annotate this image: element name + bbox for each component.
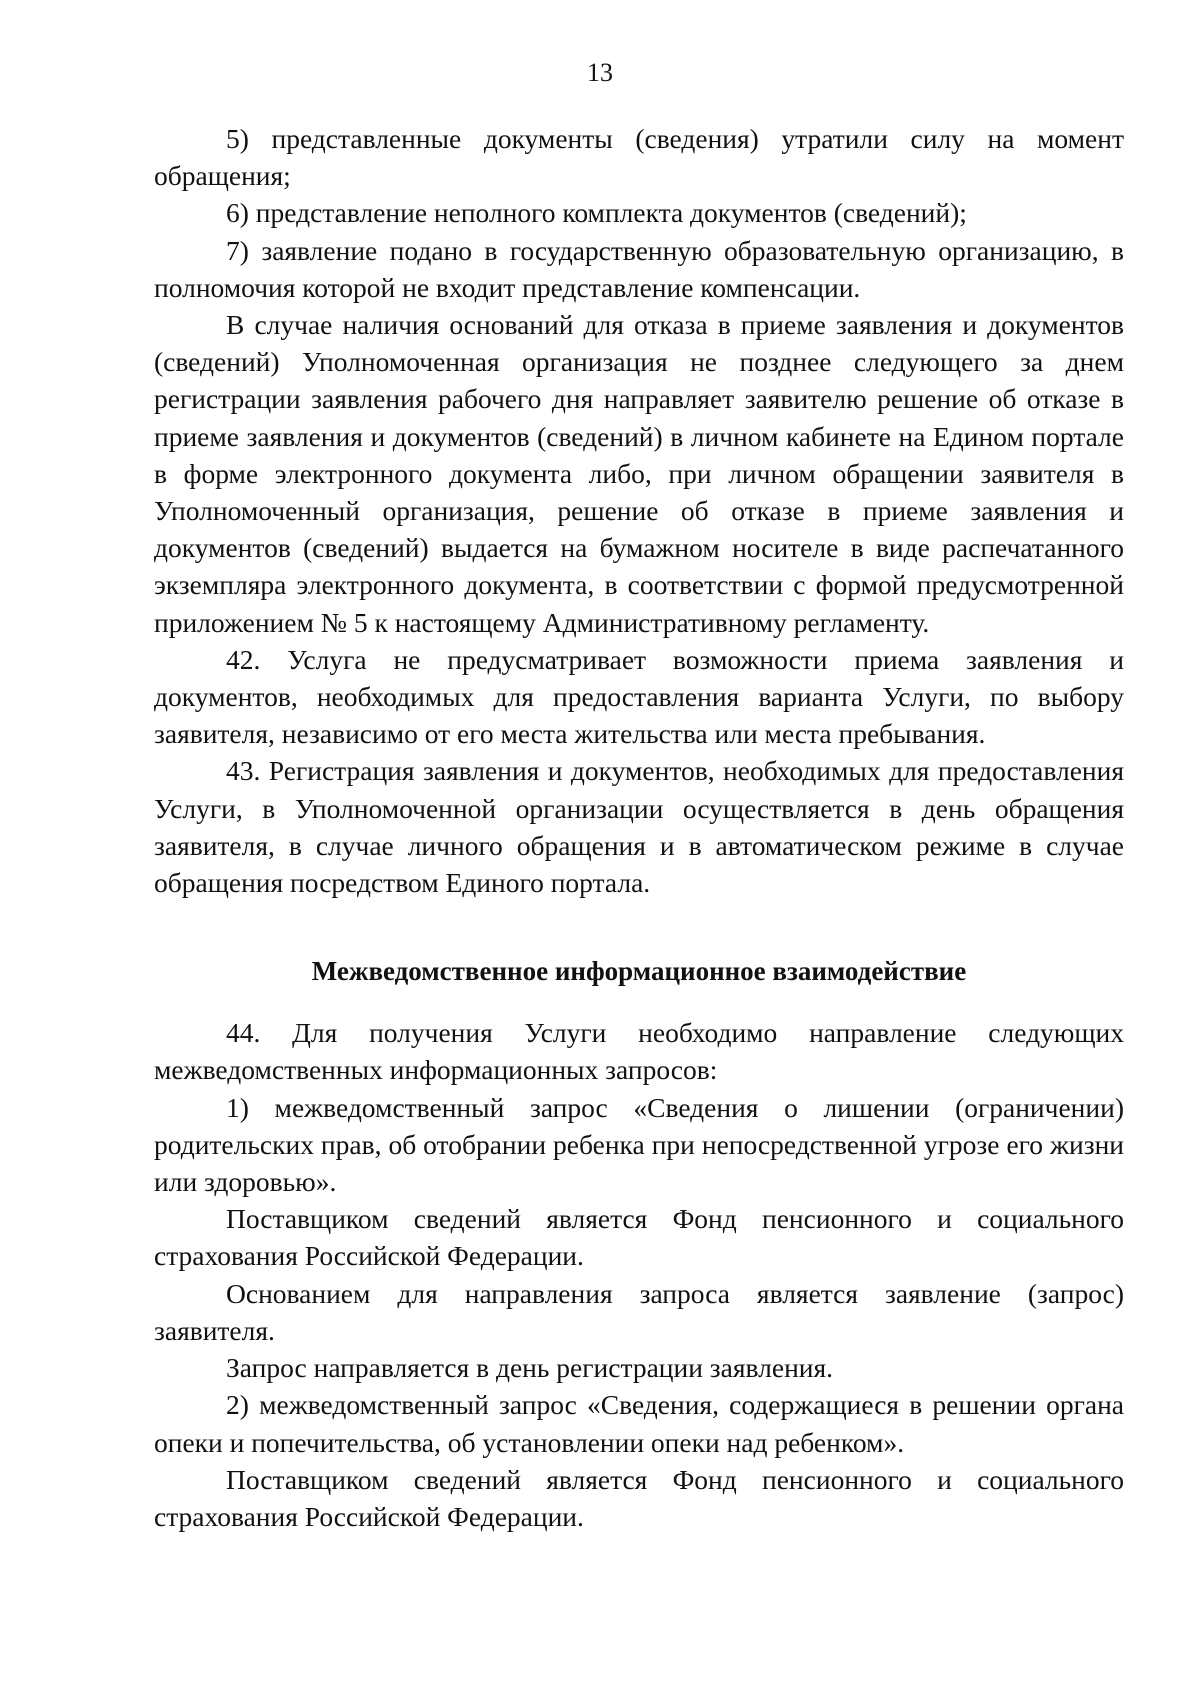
paragraph-item-7-wrong-organization: 7) заявление подано в государственную образовательную организацию, в полномочия которой не входит представление компенсации. — [154, 234, 1124, 303]
paragraph-item-6-incomplete: 6) представление неполного комплекта документов (сведений); — [226, 197, 967, 229]
page-number: 13 — [587, 58, 613, 87]
paragraph-item-5-outdated: 5) представленные документы (сведения) утратили силу на момент обращения; — [154, 123, 1124, 192]
paragraph-request-basis: Основанием для направления запроса является заявление (запрос) заявителя. — [154, 1277, 1124, 1346]
paragraph-request-2: 2) межведомственный запрос «Сведения, содержащиеся в решении органа опеки и попечительства, об установлении опеки над ребенком». — [154, 1389, 1124, 1458]
paragraph-clause-42: 42. Услуга не предусматривает возможности приема заявления и документов, необходимых для предоставления варианта Услуги, по выбору заявителя, независимо от его места жительства или места пребывания. — [154, 643, 1124, 750]
section-heading: Межведомственное информационное взаимодействие — [311, 956, 967, 987]
paragraph-clause-43: 43. Регистрация заявления и документов, необходимых для предоставления Услуги, в Уполномоченной организации осуществляется в день обращения заявителя, в случае личного обращения и в автоматическом режиме в случае обращения посредством Единого портала. — [154, 755, 1124, 899]
paragraph-provider-2: Поставщиком сведений является Фонд пенсионного и социального страхования Российской Федерации. — [154, 1463, 1124, 1532]
paragraph-refusal-procedure: В случае наличия оснований для отказа в приеме заявления и документов (сведений) Уполномоченная организация не позднее следующего за днем регистрации заявления рабочего дня направляет заявителю решение об отказе в приеме заявления и документов (сведений) в личном кабинете на Едином портале в форме электронного документа либо, при личном обращении заявителя в Уполномоченный организация, решение об отказе в приеме заявления и документов (сведений) выдается на бумажном носителе в виде распечатанного экземпляра электронного документа, в соответствии с формой предусмотренной приложением № 5 к настоящему Административному регламенту. — [154, 309, 1124, 638]
document-body — [154, 120, 1124, 1535]
paragraph-request-1: 1) межведомственный запрос «Сведения о лишении (ограничении) родительских прав, об отобрании ребенка при непосредственной угрозе его жизни или здоровью». — [154, 1091, 1124, 1198]
paragraph-request-timing: Запрос направляется в день регистрации заявления. — [226, 1352, 834, 1384]
paragraph-clause-44: 44. Для получения Услуги необходимо направление следующих межведомственных информационных запросов: — [154, 1017, 1124, 1086]
paragraph-provider-1: Поставщиком сведений является Фонд пенсионного и социального страхования Российской Федерации. — [154, 1203, 1124, 1272]
